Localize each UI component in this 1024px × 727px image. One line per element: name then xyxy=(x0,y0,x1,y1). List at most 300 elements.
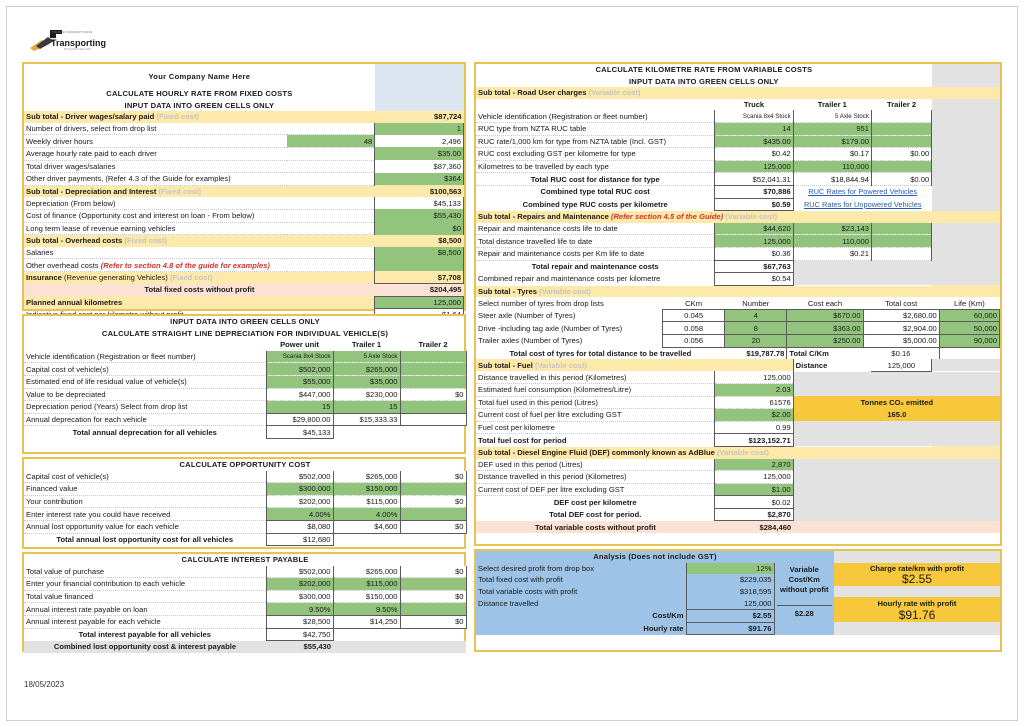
row-mid-value xyxy=(287,247,375,259)
ruc-column-2: Trailer 1 xyxy=(817,100,847,110)
ruc-row-label: RUC type from NZTA RUC table xyxy=(476,122,715,135)
tyres-column-5: Life (Km) xyxy=(953,298,985,308)
fuel-spacer xyxy=(793,383,1000,396)
variable-total-value: $284,460 xyxy=(715,521,793,533)
row-mid-value[interactable]: 48 xyxy=(287,135,375,148)
repairs-value-3[interactable] xyxy=(871,235,931,248)
vehicle-value-2[interactable]: $35,000 xyxy=(333,375,400,388)
insurance-value: $7,708 xyxy=(375,271,464,283)
transporting-logo xyxy=(28,26,108,54)
fuel-header-spacer xyxy=(932,359,1000,371)
row-mid-value xyxy=(287,209,375,222)
vehicle-value-2[interactable]: $265,000 xyxy=(333,363,400,376)
analysis-row-value: $318,595 xyxy=(686,586,774,598)
analysis-panel xyxy=(474,549,1002,652)
ruc-value-1: Scania 8x4 Stock xyxy=(715,110,793,122)
vehicle-value-1[interactable]: 15 xyxy=(266,401,333,414)
fuel-row-label: Estimated fuel consumption (Kilometres/Litre) xyxy=(476,383,715,396)
vehicle-value-3: $0 xyxy=(400,495,466,508)
repairs-perkm-label: Combined repair and maintenance costs per kilometre xyxy=(478,274,661,284)
ruc-value-3: $0.00 xyxy=(871,148,931,161)
fuel-row-value[interactable]: $2.00 xyxy=(715,409,793,422)
ruc-link-unpowered[interactable]: RUC Rates for Unpowered Vehicles xyxy=(803,199,922,209)
date-stamp: 18/05/2023 xyxy=(24,680,65,689)
ruc-value-3 xyxy=(871,110,931,122)
row-label: Total value financed xyxy=(24,590,266,603)
co2-label: Tonnes CO₂ emitted xyxy=(793,396,1000,409)
fuel-row-label: Current cost of fuel per litre excluding GST xyxy=(476,409,715,422)
subtitle-spacer-cell xyxy=(375,88,464,100)
ruc-column-3: Trailer 2 xyxy=(887,100,917,110)
vehicle-value-1: $447,000 xyxy=(266,388,333,401)
variable-cost-box-value: $2.28 xyxy=(777,605,833,619)
tyres-ckm-value: $0.16 xyxy=(863,347,939,359)
vehicle-value-2[interactable]: $150,000 xyxy=(333,483,400,496)
total-spacer xyxy=(333,426,400,439)
row-mid-value xyxy=(287,123,375,135)
subtitle-spacer xyxy=(932,76,1000,88)
def-total-label: Total DEF cost for period. xyxy=(549,510,642,520)
row-label: Enter interest rate you could have received xyxy=(24,508,266,521)
ruc-value-1[interactable]: 125,000 xyxy=(715,160,793,173)
def-row-spacer xyxy=(793,471,1000,484)
ruc-row-spacer xyxy=(932,122,1000,135)
row-label: Annual interest rate payable on loan xyxy=(24,603,266,616)
ruc-row-label: Kilometres to be travelled by each type xyxy=(476,160,715,173)
title-spacer-cell xyxy=(375,64,464,88)
vehicle-value-3: $0 xyxy=(400,590,466,603)
tyres-distance-value: 125,000 xyxy=(871,359,931,371)
vehicle-value-1[interactable]: $202,000 xyxy=(266,578,333,591)
def-perkm-label: DEF cost per kilometre xyxy=(553,497,637,507)
section-title: CALCULATE INTEREST PAYABLE xyxy=(181,555,309,565)
row-mid-value xyxy=(287,160,375,173)
combined-value: $55,430 xyxy=(266,641,333,653)
svg-text:THE ROAD TRANSPORT FORUM: THE ROAD TRANSPORT FORUM xyxy=(52,31,93,34)
analysis-var-value-holder xyxy=(774,622,834,635)
opportunity-cost-panel xyxy=(22,457,466,549)
vehicle-value-1[interactable]: 9.50% xyxy=(266,603,333,616)
row-value[interactable]: $55,430 xyxy=(375,209,464,222)
section-title: CALCULATE STRAIGHT LINE DEPRECIATION FOR INDIVIDUAL VEHICLE(S) xyxy=(101,328,389,338)
row-value[interactable]: $364 xyxy=(375,173,464,186)
fuel-row-value: 61576 xyxy=(715,396,793,409)
row-label: Depreciation (From below) xyxy=(24,197,287,209)
repairs-total-value: $67,763 xyxy=(715,260,793,273)
row-label: Salaries xyxy=(24,247,287,259)
tyres-subgrid xyxy=(476,297,1000,359)
combined-label: Combined lost opportunity cost & interest payable xyxy=(24,641,266,653)
row-label: Number of drivers, select from drop list xyxy=(24,123,287,135)
row-value[interactable]: 1 xyxy=(375,123,464,135)
total-value: $45,133 xyxy=(266,426,333,439)
variable-costs-subtitle: INPUT DATA INTO GREEN CELLS ONLY xyxy=(628,76,779,86)
subtotal-header: Sub total - Driver wages/salary paid (Fixed cost) xyxy=(24,111,375,123)
ruc-value-2[interactable]: 110,000 xyxy=(793,160,871,173)
def-row-value: 125,000 xyxy=(715,471,793,484)
row-label: Capital cost of vehicle(s) xyxy=(24,471,266,483)
fixed-costs-subtitle: CALCULATE HOURLY RATE FROM FIXED COSTS xyxy=(106,89,293,99)
tyres-total-label: Total cost of tyres for total distance to be travelled xyxy=(509,348,692,358)
fuel-row-value: 0.99 xyxy=(715,421,793,434)
analysis-row-value[interactable]: 12% xyxy=(686,563,774,575)
analysis-gap xyxy=(834,586,1000,598)
s xyxy=(793,273,871,286)
fuel-row-value[interactable]: 2.03 xyxy=(715,383,793,396)
def-header-spacer xyxy=(932,446,1000,458)
row-label: Cost of finance (Opportunity cost and interest on loan - From below) xyxy=(24,209,287,222)
ruc-value-1: $0.42 xyxy=(715,148,793,161)
subtotal-value: $8,500 xyxy=(375,235,464,247)
ruc-row-spacer xyxy=(932,173,1000,186)
column-header-3: Trailer 2 xyxy=(418,340,448,350)
row-label: Annual interest payable for each vehicle xyxy=(24,615,266,628)
s3 xyxy=(932,260,1000,273)
subtotal-header: Sub total - Depreciation and Interest (Fixed cost) xyxy=(24,185,375,197)
tyres-life[interactable]: 90,000 xyxy=(939,335,999,348)
def-row-label: DEF used in this period (Litres) xyxy=(476,459,715,471)
vehicle-value-3[interactable] xyxy=(400,363,466,376)
def-row-label: Current cost of DEF per litre excluding GST xyxy=(476,483,715,496)
fuel-total-spacer xyxy=(793,434,1000,447)
vehicle-value-3[interactable] xyxy=(400,483,466,496)
charge-rate-label: Charge rate/km with profit xyxy=(834,563,1000,575)
ruc-value-3[interactable] xyxy=(871,135,931,148)
tyres-header: Sub total - Tyres (Variable cost) xyxy=(476,285,932,297)
repairs-row-label: Repair and maintenance costs per Km life to date xyxy=(476,247,715,260)
repairs-value-3 xyxy=(871,247,931,260)
tyres-number[interactable]: 20 xyxy=(725,335,787,348)
row-mid-value xyxy=(287,222,375,235)
ruc-combined-total-value: $70,886 xyxy=(715,185,793,198)
fuel-row-value: 125,000 xyxy=(715,371,793,383)
tyres-cost-each[interactable]: $670.00 xyxy=(787,309,863,322)
ruc-header: Sub total - Road User charges (Variable cost) xyxy=(476,87,932,99)
vehicle-value-1[interactable]: $502,000 xyxy=(266,363,333,376)
row-value[interactable]: $8,500 xyxy=(375,247,464,259)
ruc-row-label: Vehicle identification (Registration or fleet number) xyxy=(476,110,715,122)
total-spacer xyxy=(333,628,400,641)
title-spacer xyxy=(932,64,1000,76)
vehicle-value-1[interactable]: $300,000 xyxy=(266,483,333,496)
column-header-2: Trailer 1 xyxy=(351,340,382,350)
repairs-value-2[interactable]: $23,143 xyxy=(793,223,871,235)
subtotal-header: Sub total - Overhead costs (Fixed cost) xyxy=(24,235,375,247)
total-value: $42,750 xyxy=(266,628,333,641)
def-total-value: $2,870 xyxy=(715,508,793,521)
repairs-value-2[interactable]: 110,000 xyxy=(793,235,871,248)
ruc-value-2[interactable]: $179.00 xyxy=(793,135,871,148)
fuel-spacer xyxy=(793,371,1000,383)
ruc-combined-km-label: Combined type RUC costs per kilometre xyxy=(522,199,668,209)
def-header: Sub total - Diesel Engine Fluid (DEF) commonly known as AdBlue (Variable cost) xyxy=(476,446,932,458)
row-label: Annual deprecation for each vehicle xyxy=(24,413,266,426)
tyres-row-label: Steer axle (Number of Tyres) xyxy=(478,311,576,321)
ruc-row-label: RUC rate/1,000 km for type from NZTA table (Incl. GST) xyxy=(476,135,715,148)
vehicle-value-3[interactable] xyxy=(400,508,466,521)
tyres-cost-each[interactable]: $363.00 xyxy=(787,322,863,335)
analysis-row-label: Select desired profit from drop box xyxy=(476,563,686,575)
ruc-row-label: Total RUC cost for distance for type xyxy=(476,173,715,186)
costkm-label: Cost/Km xyxy=(476,609,686,622)
s xyxy=(793,260,871,273)
variable-costs-panel xyxy=(474,62,1002,546)
tyres-life[interactable]: 60,000 xyxy=(939,309,999,322)
vehicle-value-3[interactable] xyxy=(400,351,466,363)
section-title: CALCULATE OPPORTUNITY COST xyxy=(179,460,311,470)
row-label: Long term lease of revenue earning vehicles xyxy=(24,222,287,235)
fixed-costs-panel xyxy=(22,62,466,311)
tyres-ckm: 0.045 xyxy=(663,309,725,322)
row-label: Average hourly rate paid to each driver xyxy=(24,147,287,160)
vehicle-value-3 xyxy=(400,413,466,426)
vehicle-value-2[interactable]: $115,000 xyxy=(333,578,400,591)
vehicle-value-3[interactable] xyxy=(400,603,466,616)
row-label: Total driver wages/salaries xyxy=(24,160,287,173)
insurance-label: Insurance (Revenue generating Vehicles) (Fixed cost) xyxy=(24,271,375,283)
instruction-spacer-cell xyxy=(375,100,464,112)
vehicle-value-2: $4,600 xyxy=(333,520,400,533)
ruc-value-3: $0.00 xyxy=(871,173,931,186)
fuel-total-label: Total fuel cost for period xyxy=(478,435,567,445)
row-mid-value xyxy=(287,259,375,272)
total-spacer-2 xyxy=(400,628,466,641)
vehicle-value-1: $502,000 xyxy=(266,566,333,578)
total-fixed-costs-label: Total fixed costs without profit xyxy=(24,284,375,297)
vehicle-value-3[interactable] xyxy=(400,401,466,414)
vehicle-value-2[interactable]: 4.00% xyxy=(333,508,400,521)
vehicle-value-1[interactable]: 4.00% xyxy=(266,508,333,521)
fuel-header: Sub total - Fuel (Variable cost) xyxy=(476,359,793,371)
row-label: Vehicle identification (Registration or fleet number) xyxy=(24,351,266,363)
total-fixed-costs-value: $204,495 xyxy=(375,284,464,297)
row-value[interactable]: $35.00 xyxy=(375,147,464,160)
variable-total-label: Total variable costs without profit xyxy=(476,521,715,533)
ruc-value-2: $0.17 xyxy=(793,148,871,161)
row-label: Value to be depreciated xyxy=(24,388,266,401)
vehicle-value-2: $265,000 xyxy=(333,471,400,483)
tyres-column-3: Cost each xyxy=(807,298,843,308)
vehicle-value-1[interactable]: $55,000 xyxy=(266,375,333,388)
vehicle-value-2[interactable]: 5 Axle Stock xyxy=(333,351,400,363)
analysis-title: Analysis (Does not include GST) xyxy=(476,551,834,563)
repairs-row-spacer xyxy=(932,247,1000,260)
vehicle-value-3: $0 xyxy=(400,566,466,578)
row-label: Depreciation period (Years) Select from drop list xyxy=(24,401,266,414)
tyres-ckm-label: Total C/Km xyxy=(787,347,863,359)
total-spacer xyxy=(333,533,400,546)
s2 xyxy=(871,260,931,273)
tyres-ckm: 0.056 xyxy=(663,335,725,348)
vehicle-value-3[interactable] xyxy=(400,578,466,591)
vehicle-value-2: $115,000 xyxy=(333,495,400,508)
fuel-row-label: Total fuel used in this period (Litres) xyxy=(476,396,715,409)
hourly-rate-value: $91.76 xyxy=(834,609,1000,622)
tyres-number[interactable]: 4 xyxy=(725,309,787,322)
fuel-row-label: Distance travelled in this period (Kilometres) xyxy=(476,371,715,383)
def-row-value[interactable]: $1.00 xyxy=(715,483,793,496)
s2 xyxy=(871,273,931,286)
analysis-row-value: $229,035 xyxy=(686,574,774,586)
ruc-link-powered[interactable]: RUC Rates for Powered Vehicles xyxy=(808,187,918,197)
def-total-spacer xyxy=(793,508,1000,521)
analysis-title-spacer xyxy=(834,551,1000,563)
def-row-value[interactable]: 2,870 xyxy=(715,459,793,471)
row-label: Your contribution xyxy=(24,495,266,508)
ruc-column-1: Truck xyxy=(743,100,765,110)
vehicle-value-1: $202,000 xyxy=(266,495,333,508)
row-mid-value xyxy=(287,147,375,160)
vehicle-value-2[interactable]: 9.50% xyxy=(333,603,400,616)
row-label: Annual lost opportunity value for each vehicle xyxy=(24,520,266,533)
ruc-value-3[interactable] xyxy=(871,122,931,135)
repairs-row-spacer xyxy=(932,235,1000,248)
ruc-value-3[interactable] xyxy=(871,160,931,173)
depreciation-panel xyxy=(22,314,466,454)
analysis-row-label: Total fixed cost with profit xyxy=(476,574,686,586)
combined-spacer-2 xyxy=(400,641,466,653)
vehicle-value-3: $0 xyxy=(400,520,466,533)
tyres-ckm: 0.058 xyxy=(663,322,725,335)
row-mid-value xyxy=(287,197,375,209)
ruc-link-spacer-2 xyxy=(932,198,1000,211)
interest-payable-panel xyxy=(22,552,466,652)
tyres-column-4: Total cost xyxy=(885,298,918,308)
row-value[interactable]: $0 xyxy=(375,222,464,235)
ruc-row-spacer xyxy=(932,110,1000,122)
subtotal-value: $100,563 xyxy=(375,185,464,197)
total-label: Total interest payable for all vehicles xyxy=(78,630,211,640)
analysis-bottom-spacer xyxy=(834,622,1000,635)
ruc-combined-total-label: Combined type total RUC cost xyxy=(540,187,650,197)
tyres-row-label: Drive -including tag axle (Number of Tyres) xyxy=(478,323,623,333)
repairs-value-1[interactable]: $44,620 xyxy=(715,223,793,235)
fuel-spacer xyxy=(793,421,1000,434)
ruc-value-1[interactable]: 14 xyxy=(715,122,793,135)
row-label: Other driver payments, (Refer 4.3 of the Guide for examples) xyxy=(24,173,287,186)
ruc-value-1: $52,041.31 xyxy=(715,173,793,186)
svg-text:Transporting: Transporting xyxy=(51,38,107,48)
green-cells-instruction: INPUT DATA INTO GREEN CELLS ONLY xyxy=(124,100,275,110)
column-header-1: Power unit xyxy=(280,340,319,350)
analysis-row-label: Distance travelled xyxy=(476,597,686,609)
vehicle-value-3: $0 xyxy=(400,388,466,401)
row-label: Other overhead costs (Refer to section 4.8 of the guide for examples) xyxy=(24,259,287,272)
analysis-row-value: 125,000 xyxy=(686,597,774,609)
vehicle-value-1: $502,000 xyxy=(266,471,333,483)
vehicle-value-2: $150,000 xyxy=(333,590,400,603)
svg-text:MOVE NEW ZEALAND: MOVE NEW ZEALAND xyxy=(64,48,92,51)
row-value: $87,360 xyxy=(375,160,464,173)
repairs-row-label: Total distance travelled life to date xyxy=(476,235,715,248)
vehicle-value-1[interactable]: Scania 8x4 Stock xyxy=(266,351,333,363)
repairs-value-3[interactable] xyxy=(871,223,931,235)
ruc-value-2: 5 Axle Stock xyxy=(793,110,871,122)
row-label: Weekly driver hours xyxy=(24,135,287,148)
ruc-header-spacer xyxy=(932,87,1000,99)
ruc-row-spacer xyxy=(932,160,1000,173)
vehicle-value-3: $0 xyxy=(400,471,466,483)
tyres-total-cost: $5,000.00 xyxy=(863,335,939,348)
def-row-spacer xyxy=(793,483,1000,496)
row-label: Capital cost of vehicle(s) xyxy=(24,363,266,376)
ruc-link-spacer xyxy=(932,185,1000,198)
section-title: INPUT DATA INTO GREEN CELLS ONLY xyxy=(170,317,320,327)
row-mid-value xyxy=(287,173,375,186)
variable-total-spacer xyxy=(793,521,1000,533)
ruc-row-spacer xyxy=(932,135,1000,148)
tyres-life[interactable]: 50,000 xyxy=(939,322,999,335)
vehicle-value-1: $28,500 xyxy=(266,615,333,628)
vehicle-value-1: $29,800.00 xyxy=(266,413,333,426)
tyres-header-spacer xyxy=(932,285,1000,297)
vehicle-value-2: $230,000 xyxy=(333,388,400,401)
def-perkm-spacer xyxy=(793,496,1000,509)
ruc-value-2: $18,844.94 xyxy=(793,173,871,186)
vehicle-value-2[interactable]: 15 xyxy=(333,401,400,414)
tyres-row-label: Trailer axles (Number of Tyres) xyxy=(478,336,583,346)
repairs-value-1[interactable]: 125,000 xyxy=(715,235,793,248)
tyres-number[interactable]: 8 xyxy=(725,322,787,335)
costkm-value: $2.55 xyxy=(686,609,774,622)
tyres-cost-each[interactable]: $250.00 xyxy=(787,335,863,348)
vehicle-value-2: $14,250 xyxy=(333,615,400,628)
ruc-row-spacer xyxy=(932,148,1000,161)
vehicle-value-1: $300,000 xyxy=(266,590,333,603)
row-label: Financed value xyxy=(24,483,266,496)
analysis-row-label: Total variable costs with profit xyxy=(476,586,686,598)
ruc-combined-km-value: $0.59 xyxy=(715,198,793,211)
repairs-row-spacer xyxy=(932,223,1000,235)
combined-spacer xyxy=(333,641,400,653)
ruc-value-2[interactable]: 951 xyxy=(793,122,871,135)
fuel-row-label: Fuel cost per kilometre xyxy=(476,421,715,434)
vehicle-value-2: $265,000 xyxy=(333,566,400,578)
total-spacer-2 xyxy=(400,426,466,439)
variable-costs-title: CALCULATE KILOMETRE RATE FROM VARIABLE COSTS xyxy=(595,65,813,75)
page-title: Your Company Name Here xyxy=(148,71,251,81)
tyres-spacer xyxy=(939,347,999,359)
total-spacer-2 xyxy=(400,533,466,546)
tyres-total-value: $19,787.78 xyxy=(746,348,785,358)
def-row-label: Distance travelled in this period (Kilometres) xyxy=(476,471,715,484)
s3 xyxy=(932,273,1000,286)
def-perkm-value: $0.02 xyxy=(715,496,793,509)
tyres-col-label: Select number of tyres from drop lists xyxy=(478,298,604,308)
total-value: $12,680 xyxy=(266,533,333,546)
bottom-pad xyxy=(476,533,1000,547)
vehicle-value-2: $15,333.33 xyxy=(333,413,400,426)
planned-km-input[interactable]: 125,000 xyxy=(375,296,464,309)
hourly-label: Hourly rate xyxy=(476,622,686,635)
column-header-spacer xyxy=(24,339,266,351)
tyres-column-2: Number xyxy=(742,298,770,308)
def-row-spacer xyxy=(793,459,1000,471)
total-label: Total annual lost opportunity cost for all vehicles xyxy=(56,535,234,545)
hourly-value: $91.76 xyxy=(686,622,774,635)
hourly-rate-label: Hourly rate with profit xyxy=(834,597,1000,609)
vehicle-value-3[interactable] xyxy=(400,375,466,388)
repairs-row-label: Repair and maintenance costs life to date xyxy=(476,223,715,235)
tyres-column-1: CKm xyxy=(685,298,703,308)
repairs-header: Sub total - Repairs and Maintenance (Refer section 4.5 of the Guide) (Variable cost) xyxy=(476,211,932,223)
repairs-value-1: $0.36 xyxy=(715,247,793,260)
charge-rate-value: $2.55 xyxy=(834,574,1000,586)
row-label: Enter your financial contribution to each vehicle xyxy=(24,578,266,591)
ruc-value-1[interactable]: $435.00 xyxy=(715,135,793,148)
row-value[interactable] xyxy=(375,259,464,272)
row-label: Estimated end of life residual value of vehicle(s) xyxy=(24,375,266,388)
